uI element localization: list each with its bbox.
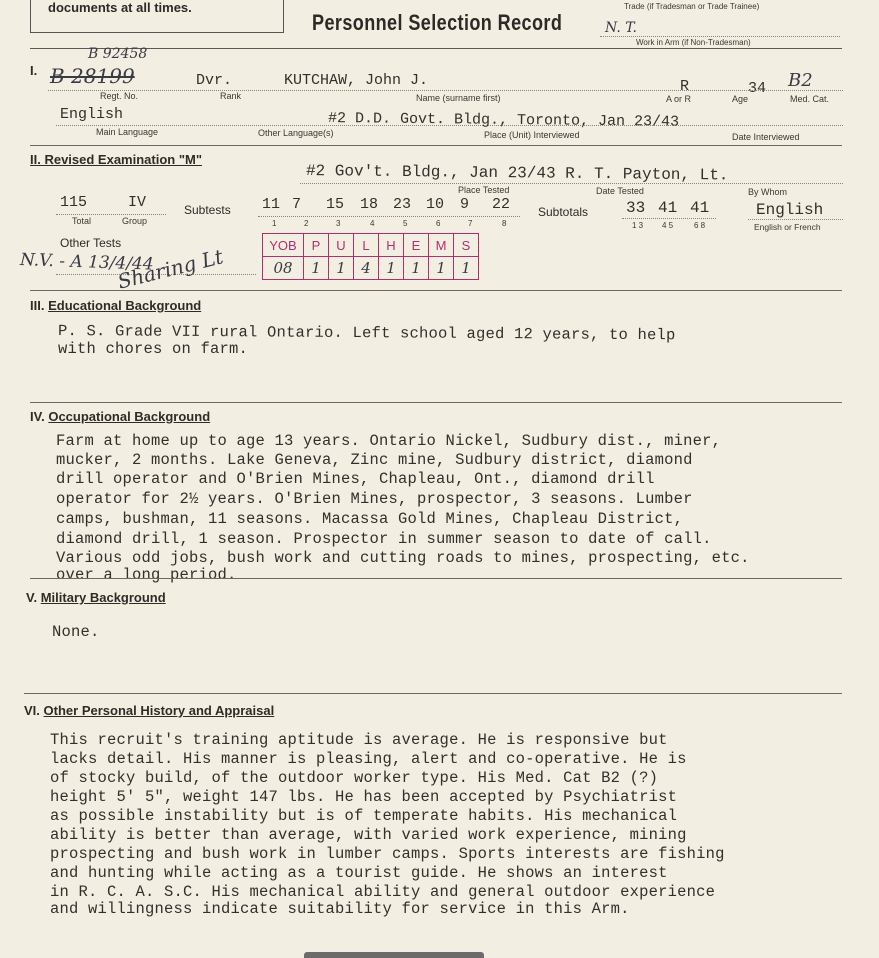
place-interviewed-value: #2 D.D. Govt. Bldg., Toronto, Jan 23/43 [327, 110, 680, 131]
subtest-score: 18 [360, 196, 379, 213]
total-label: Total [72, 216, 92, 226]
subtest-number: 6 [436, 219, 441, 228]
other-tests-note: N.V. - A 13/4/44 [19, 250, 154, 275]
pulhems-header: M [429, 234, 454, 257]
appraisal-line: in R. C. A. S.C. His mechanical ability and general outdoor experience [50, 883, 716, 901]
total-value: 115 [60, 194, 88, 211]
subtotal-label: 6 8 [694, 221, 706, 230]
appraisal-line: and willingness indicate suitability for service in this Arm. [50, 900, 630, 918]
occupation-line: camps, bushman, 11 seasons. Macassa Gold Mines, Chapleau District, [56, 510, 684, 528]
subtest-score: 9 [460, 196, 470, 213]
occupation-line: Farm at home up to age 13 years. Ontario Nickel, Sudbury dist., miner, [56, 432, 722, 450]
other-tests-label: Other Tests [60, 236, 122, 250]
viewer-toolbar-edge [304, 952, 484, 958]
section6-numeral: VI. [24, 703, 40, 718]
occupation-line: diamond drill, 1 season. Prospector in summer season to date of call. [56, 530, 712, 548]
subtests-label: Subtests [184, 203, 231, 217]
pulhems-value: 1 [404, 257, 429, 280]
pulhems-value: 1 [304, 257, 329, 280]
trade-label: Trade (if Tradesman or Trade Trainee) [624, 2, 760, 11]
subtest-score: 7 [292, 196, 302, 213]
pulhems-grid [262, 233, 479, 280]
language-value: English [756, 201, 824, 219]
section1-numeral: I. [30, 63, 38, 78]
med-cat-label: Med. Cat. [790, 94, 830, 104]
subtest-number: 8 [502, 219, 507, 228]
appraisal-line: This recruit's training aptitude is average. He is responsive but [50, 731, 668, 749]
regt-no-label: Regt. No. [100, 91, 139, 101]
age-label: Age [732, 94, 749, 104]
subtotal-value: 33 [626, 199, 646, 217]
a-or-r-label: A or R [666, 94, 692, 104]
subtotals-label: Subtotals [538, 205, 589, 219]
section5-heading [26, 590, 166, 605]
section3-title: Educational Background [48, 298, 202, 313]
corner-note: documents at all times. [48, 0, 192, 15]
subtest-number: 1 [272, 219, 277, 228]
name-label: Name (surname first) [416, 93, 501, 103]
subtotal-label: 1 3 [632, 221, 644, 230]
other-language-label: Other Language(s) [258, 128, 334, 138]
pulhems-header: U [329, 234, 354, 257]
subtotal-value: 41 [658, 199, 678, 217]
date-interviewed-label: Date Interviewed [732, 132, 800, 142]
appraisal-line: height 5' 5", weight 147 lbs. He has been accepted by Psychiatrist [50, 788, 678, 806]
section6-title: Other Personal History and Appraisal [43, 703, 275, 718]
section4-heading [30, 409, 210, 424]
education-line: P. S. Grade VII rural Ontario. Left school aged 12 years, to help [57, 322, 676, 345]
subtest-number: 4 [370, 219, 375, 228]
section4-numeral: IV. [30, 409, 45, 424]
occupation-line: over a long period. [56, 566, 237, 584]
form-title: Personnel Selection Record [312, 10, 563, 35]
pulhems-header: H [379, 234, 404, 257]
signature: Sharing Lt [115, 244, 226, 294]
occupation-line: drill operator and O'Brien Mines, Chapleau, Ont., diamond drill [56, 470, 655, 488]
regt-no-old: B 92458 [88, 46, 148, 62]
pulhems-header: P [304, 234, 329, 257]
section3-heading [30, 298, 201, 313]
section4-title: Occupational Background [48, 409, 211, 424]
subtest-number: 5 [403, 219, 408, 228]
section5-numeral: V. [26, 590, 38, 605]
group-value: IV [128, 194, 147, 211]
rank-label: Rank [220, 91, 242, 101]
pulhems-value: 1 [329, 257, 354, 280]
military-text: None. [52, 623, 100, 641]
english-french-label: English or French [754, 222, 821, 232]
appraisal-line: prospecting and bush work in lumber camps. Sports interests are fishing [50, 845, 725, 863]
section3-numeral: III. [30, 298, 45, 313]
a-or-r-value: R [680, 78, 690, 95]
subtest-score: 15 [326, 196, 345, 213]
occupation-line: Various odd jobs, bush work and cutting roads to mines, prospecting, etc. [56, 549, 750, 567]
pulhems-header: L [354, 234, 379, 257]
subtest-score: 11 [262, 196, 281, 213]
name-value: KUTCHAW, John J. [284, 72, 429, 89]
place-interviewed-label: Place (Unit) Interviewed [484, 130, 580, 140]
pulhems-value: 1 [454, 257, 479, 280]
subtest-score: 22 [492, 196, 511, 213]
place-tested-label: Place Tested [458, 185, 510, 195]
pulhems-value: 1 [379, 257, 404, 280]
date-tested-label: Date Tested [596, 186, 644, 196]
age-value: 34 [748, 80, 767, 97]
appraisal-line: lacks detail. His manner is pleasing, alert and co-operative. He is [50, 750, 687, 768]
group-label: Group [122, 216, 148, 226]
subtest-number: 3 [336, 219, 341, 228]
main-language-label: Main Language [96, 127, 159, 137]
main-language-value: English [60, 106, 124, 123]
subtest-number: 7 [468, 219, 473, 228]
pulhems-value: 08 [263, 257, 304, 280]
subtest-number: 2 [304, 219, 309, 228]
appraisal-line: as possible instability but is of temperate habits. His mechanical [50, 807, 678, 825]
occupation-line: mucker, 2 months. Lake Geneva, Zinc mine, Sudbury district, diamond [56, 451, 693, 469]
pulhems-header: YOB [263, 234, 304, 257]
rank-value: Dvr. [196, 72, 233, 89]
appraisal-line: ability is better than average, with varied work experience, mining [50, 826, 687, 844]
subtest-score: 10 [426, 196, 445, 213]
regt-no: B 28199 [50, 64, 135, 88]
subtest-score: 23 [393, 196, 412, 213]
place-tested-value: #2 Gov't. Bldg., Jan 23/43 R. T. Payton, Lt. [305, 162, 729, 185]
education-line: with chores on farm. [58, 340, 249, 358]
pulhems-header: S [454, 234, 479, 257]
pulhems-value: 1 [429, 257, 454, 280]
trade-value: N. T. [605, 20, 637, 36]
pulhems-header: E [404, 234, 429, 257]
by-whom-label: By Whom [748, 187, 788, 197]
appraisal-line: and hunting while acting as a tourist guide. He shows an interest [50, 864, 668, 882]
section2-heading: II. Revised Examination "M" [30, 152, 202, 167]
occupation-line: operator for 2½ years. O'Brien Mines, prospector, 3 seasons. Lumber [56, 490, 693, 508]
subtotal-value: 41 [690, 199, 710, 217]
section5-title: Military Background [40, 590, 166, 605]
section6-heading [24, 703, 274, 718]
appraisal-line: of stocky build, of the outdoor worker type. His Med. Cat B2 (?) [50, 769, 659, 787]
subtotal-label: 4 5 [662, 221, 674, 230]
work-arm-label: Work in Arm (if Non-Tradesman) [636, 38, 751, 47]
med-cat-value: B2 [788, 70, 813, 91]
pulhems-value: 4 [354, 257, 379, 280]
